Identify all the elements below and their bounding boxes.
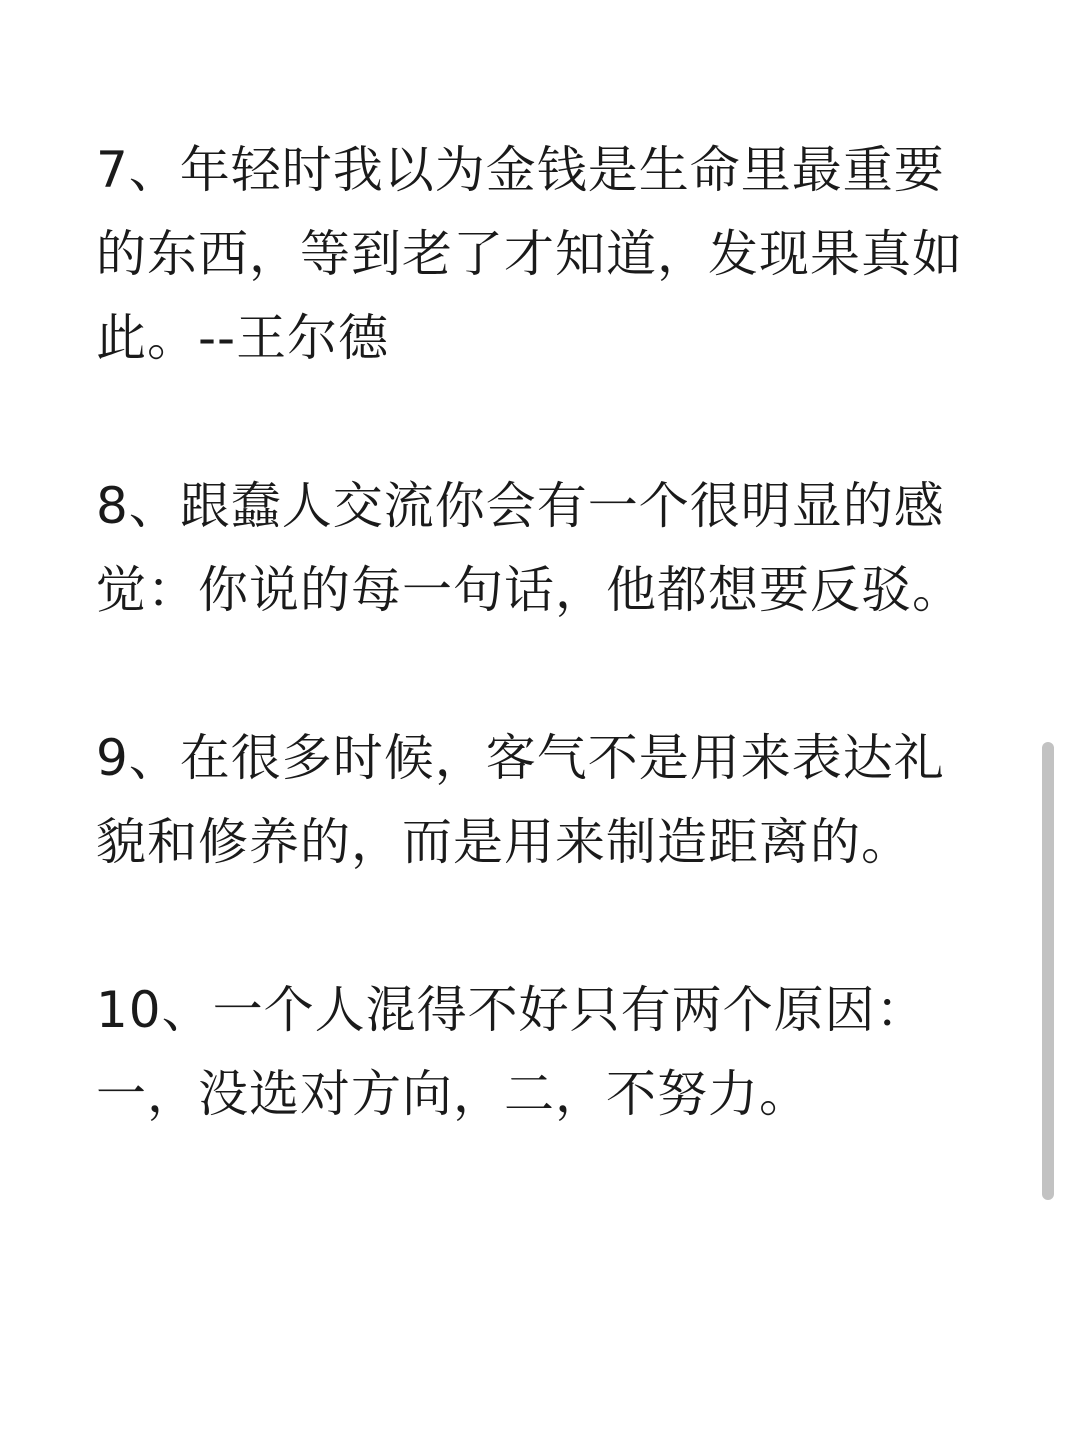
quote-7	[96, 128, 996, 380]
quote-line: 此。--王尔德	[96, 309, 390, 367]
quote-10	[96, 968, 996, 1136]
quote-line: 7、年轻时我以为金钱是生命里最重要	[96, 141, 945, 199]
quote-line: 的东西，等到老了才知道，发现果真如	[96, 225, 963, 283]
quote-line: 10、一个人混得不好只有两个原因：	[96, 981, 927, 1039]
quote-list	[96, 128, 996, 1136]
quote-line: 9、在很多时候，客气不是用来表达礼	[96, 729, 945, 787]
quote-9	[96, 716, 996, 884]
quote-line: 一，没选对方向，二，不努力。	[96, 1065, 810, 1123]
quote-line: 貌和修养的，而是用来制造距离的。	[96, 813, 912, 871]
vertical-scrollbar[interactable]	[1042, 742, 1054, 1200]
quote-line: 觉：你说的每一句话，他都想要反驳。	[96, 561, 963, 619]
quote-line: 8、跟蠢人交流你会有一个很明显的感	[96, 477, 945, 535]
quote-8	[96, 464, 996, 632]
